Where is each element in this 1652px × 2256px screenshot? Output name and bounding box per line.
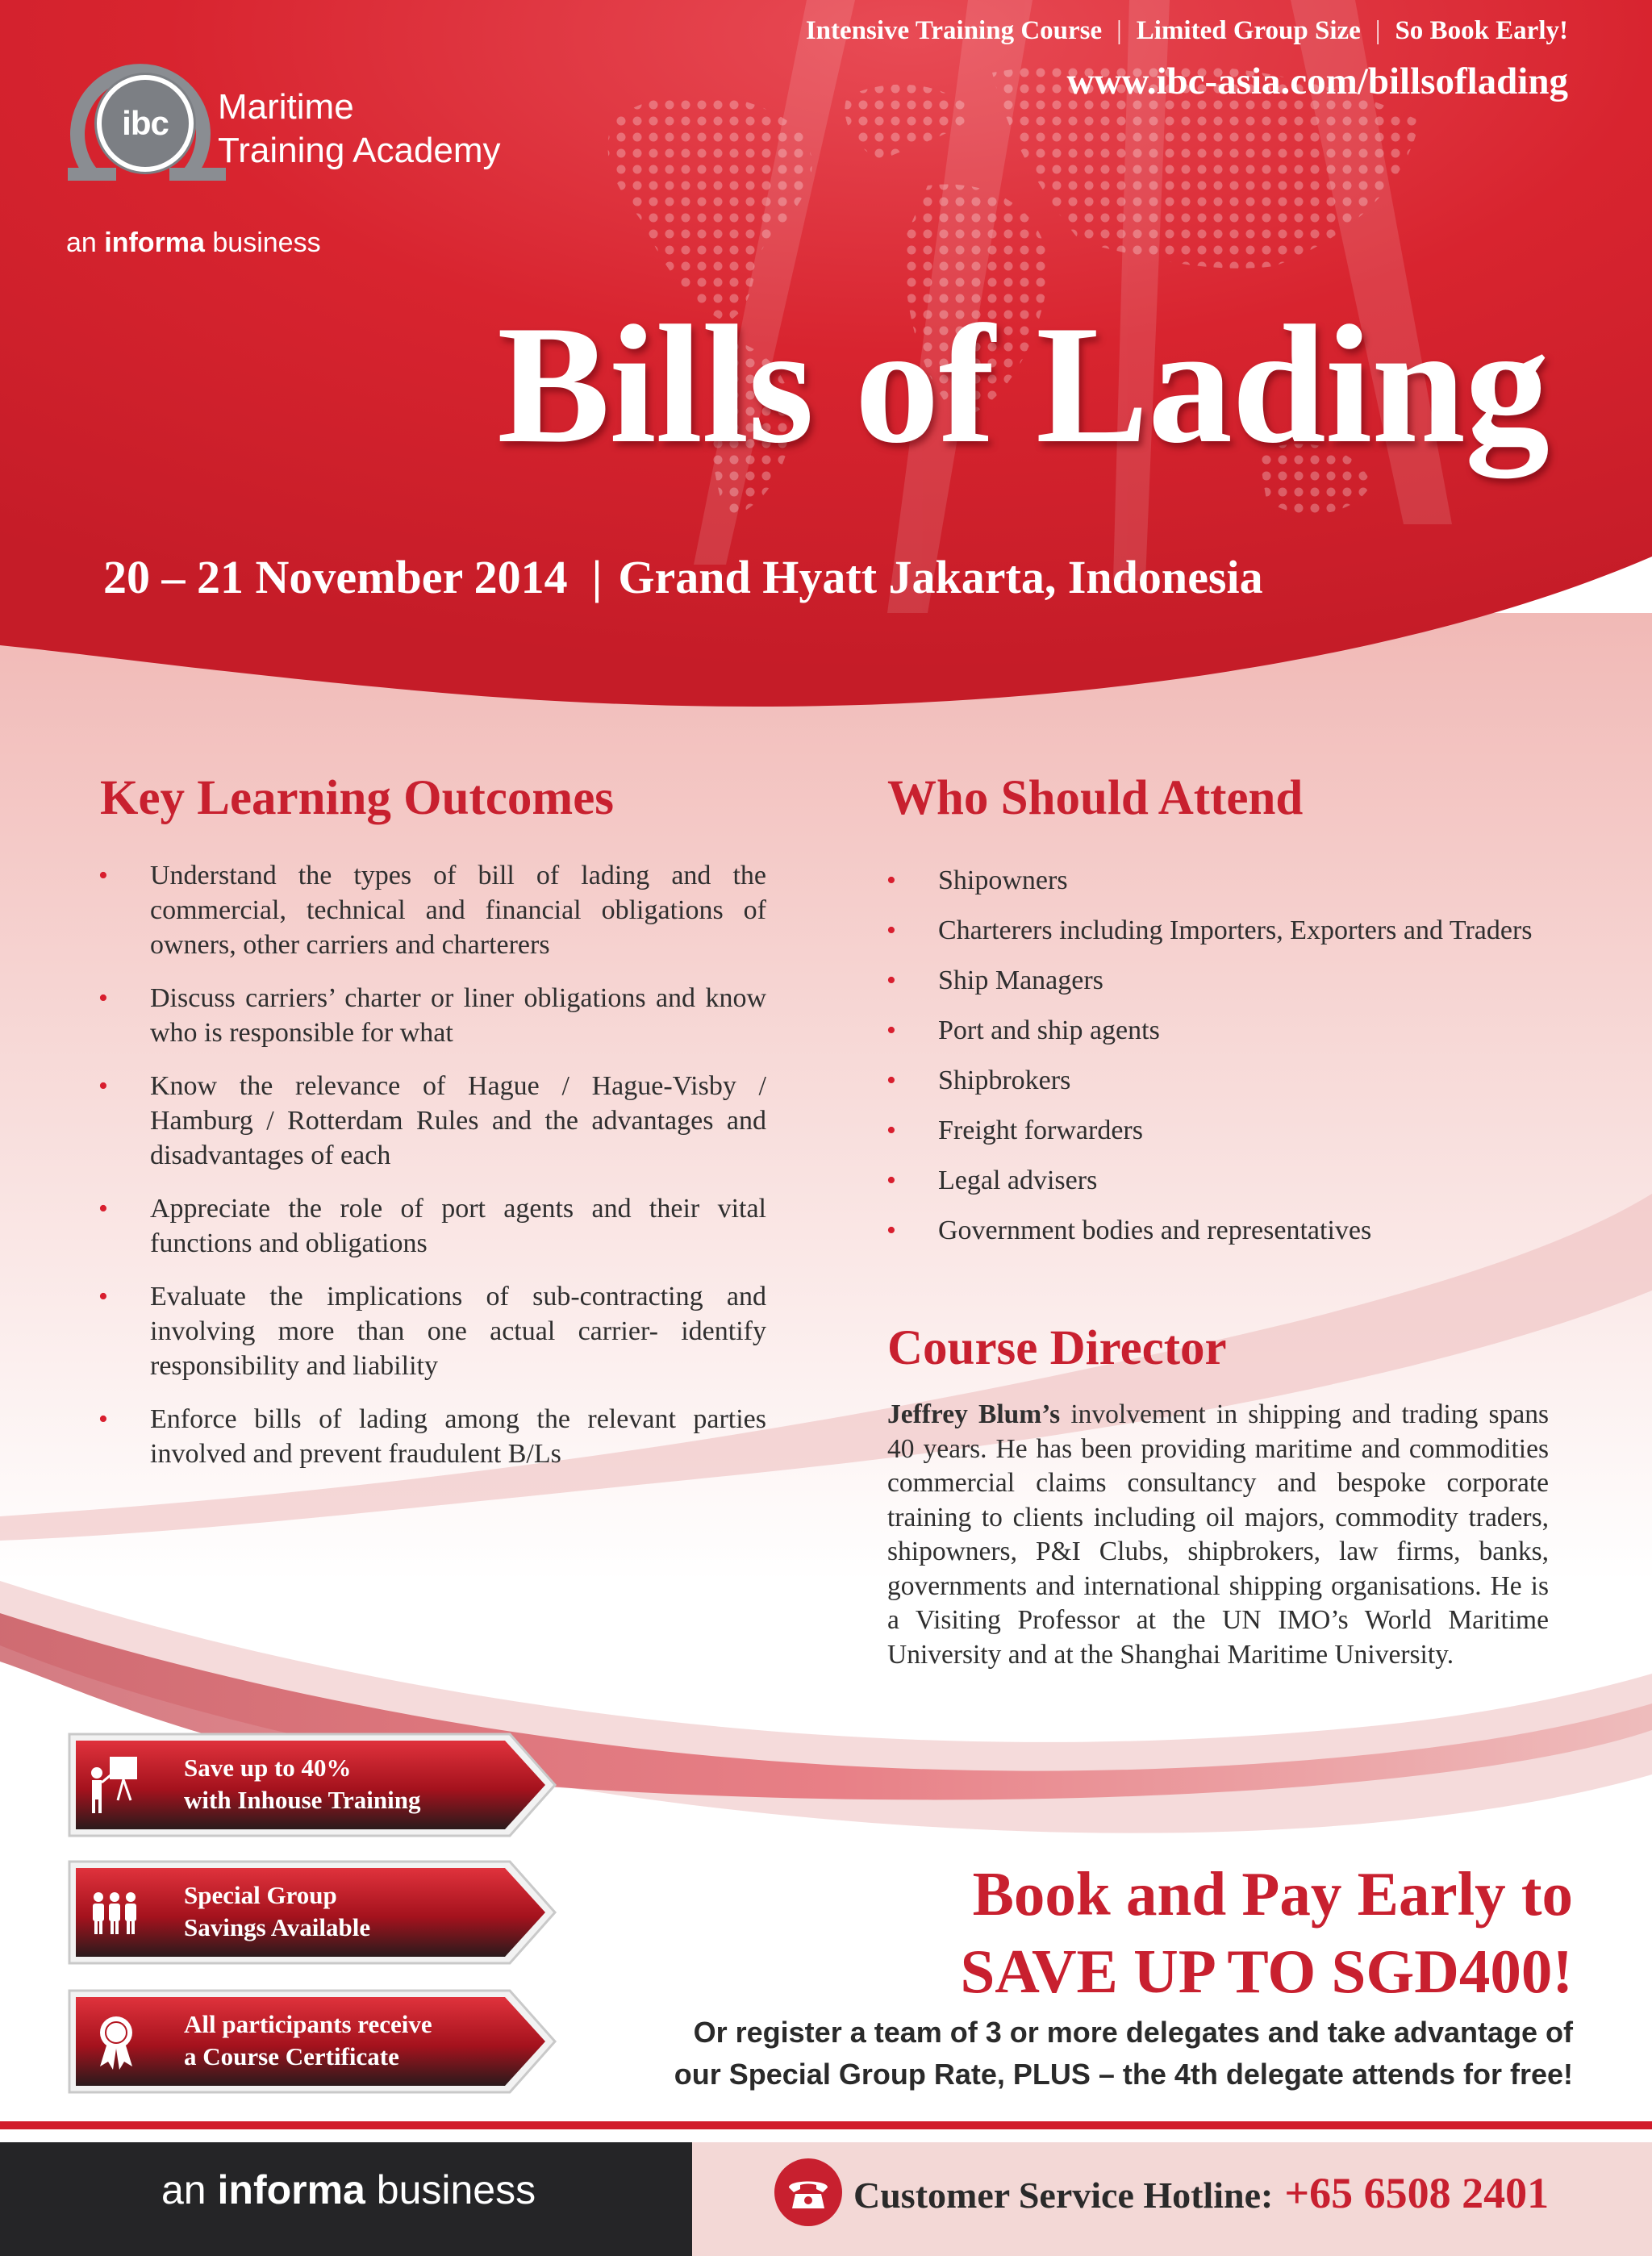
ibc-logo: [68, 40, 552, 202]
event-venue: Grand Hyatt Jakarta, Indonesia: [618, 551, 1263, 603]
promo-line2: SAVE UP TO SGD400!: [960, 1937, 1573, 2006]
key-learning-list: [150, 858, 766, 1490]
list-item: • Enforce bills of lading among the relevant parties involved and prevent fraudulent B/Ls: [150, 1402, 766, 1471]
badge-inhouse-training: [65, 1731, 560, 1839]
tag-group-size: Limited Group Size: [1136, 16, 1361, 45]
promo-sub-line2: our Special Group Rate, PLUS – the 4th delegate attends for free!: [674, 2058, 1573, 2091]
badge-certificate: [65, 1987, 560, 2095]
footer-informa: [161, 2166, 536, 2213]
list-item: • Shipbrokers: [938, 1063, 1583, 1098]
presenter-icon: [89, 1752, 140, 1818]
badge-line2: with Inhouse Training: [184, 1786, 421, 1814]
list-item: • Shipowners: [938, 863, 1583, 898]
list-item: • Legal advisers: [938, 1163, 1583, 1198]
customer-hotline: [853, 2168, 1549, 2218]
list-item: • Understand the types of bill of lading and the commercial, technical and financial obligations of owners, other carriers and charterers: [150, 858, 766, 962]
list-item: • Appreciate the role of port agents and their vital functions and obligations: [150, 1191, 766, 1261]
badge-line1: All participants receive: [184, 2010, 432, 2038]
list-item: • Know the relevance of Hague / Hague-Visby / Hamburg / Rotterdam Rules and the advantages and disadvantages of each: [150, 1069, 766, 1173]
promo-subtext: [674, 2012, 1573, 2095]
list-item: • Charterers including Importers, Exporters and Traders: [938, 913, 1583, 948]
list-item: • Ship Managers: [938, 963, 1583, 998]
tag-intensive: Intensive Training Course: [805, 16, 1103, 45]
who-should-attend-list: [938, 863, 1583, 1263]
list-item: • Freight forwarders: [938, 1113, 1583, 1148]
badge-group-savings: [65, 1858, 560, 1966]
tag-book-early: So Book Early!: [1395, 16, 1568, 45]
tag-separator: |: [1375, 16, 1381, 45]
promo-line1: Book and Pay Early to: [972, 1859, 1573, 1929]
informa-tagline: [66, 227, 321, 259]
list-item: • Evaluate the implications of sub-contracting and involving more than one actual carrier- identify responsibility and liability: [150, 1279, 766, 1383]
badge-line2: a Course Certificate: [184, 2042, 399, 2070]
tag-separator: |: [1116, 16, 1122, 45]
badge-line1: Special Group: [184, 1881, 337, 1909]
group-icon: [89, 1879, 140, 1945]
website-link[interactable]: www.ibc-asia.com/billsoflading: [1066, 60, 1568, 102]
hotline-label: Customer Service Hotline:: [853, 2175, 1274, 2216]
event-dates: 20 – 21 November 2014: [103, 551, 568, 603]
logo-name: [218, 85, 501, 173]
who-should-attend-heading: Who Should Attend: [887, 771, 1304, 825]
informa-prefix: an: [161, 2167, 218, 2212]
informa-prefix: an: [66, 227, 105, 258]
course-director-heading: Course Director: [887, 1321, 1227, 1375]
badge-text: [184, 1879, 563, 1944]
badge-line2: Savings Available: [184, 1913, 371, 1941]
badge-text: [184, 2008, 563, 2073]
telephone-icon: [774, 2158, 842, 2226]
course-director-bio: [887, 1398, 1549, 1672]
certificate-icon: [89, 2008, 140, 2075]
promo-sub-line1: Or register a team of 3 or more delegates and take advantage of: [693, 2016, 1573, 2049]
badge-text: [184, 1752, 563, 1816]
informa-brand: informa: [104, 227, 205, 258]
director-bio-text: involvement in shipping and trading spans 40 years. He has been providing maritime and commodities commercial claims consultancy and bespoke corporate training to clients including oil majors, commodity traders, shipowners, P&I Clubs, shipbrokers, law firms, banks, governments and international shipping organisations. He is a Visiting Professor at the UN IMO’s World Maritime University and at the Shanghai Maritime University.: [887, 1399, 1549, 1670]
informa-brand: informa: [217, 2167, 365, 2212]
logo-name-line1: Maritime: [218, 87, 354, 127]
key-learning-heading: Key Learning Outcomes: [100, 771, 615, 825]
course-title: Bills of Lading: [497, 291, 1549, 478]
event-details: [103, 550, 1263, 604]
hotline-number[interactable]: +65 6508 2401: [1284, 2169, 1550, 2217]
header-tagline: [806, 16, 1568, 46]
list-item: • Port and ship agents: [938, 1013, 1583, 1048]
badge-line1: Save up to 40%: [184, 1754, 352, 1782]
logo-name-line2: Training Academy: [218, 131, 501, 170]
footer-divider: [0, 2121, 1652, 2129]
informa-suffix: business: [365, 2167, 536, 2212]
director-name: Jeffrey Blum’s: [887, 1399, 1061, 1429]
list-item: • Discuss carriers’ charter or liner obligations and know who is responsible for what: [150, 981, 766, 1050]
list-item: • Government bodies and representatives: [938, 1213, 1583, 1248]
logo-mark: ibc: [97, 75, 194, 172]
informa-suffix: business: [204, 227, 321, 258]
event-separator: |: [591, 551, 603, 603]
promo-headline: [960, 1855, 1573, 2010]
